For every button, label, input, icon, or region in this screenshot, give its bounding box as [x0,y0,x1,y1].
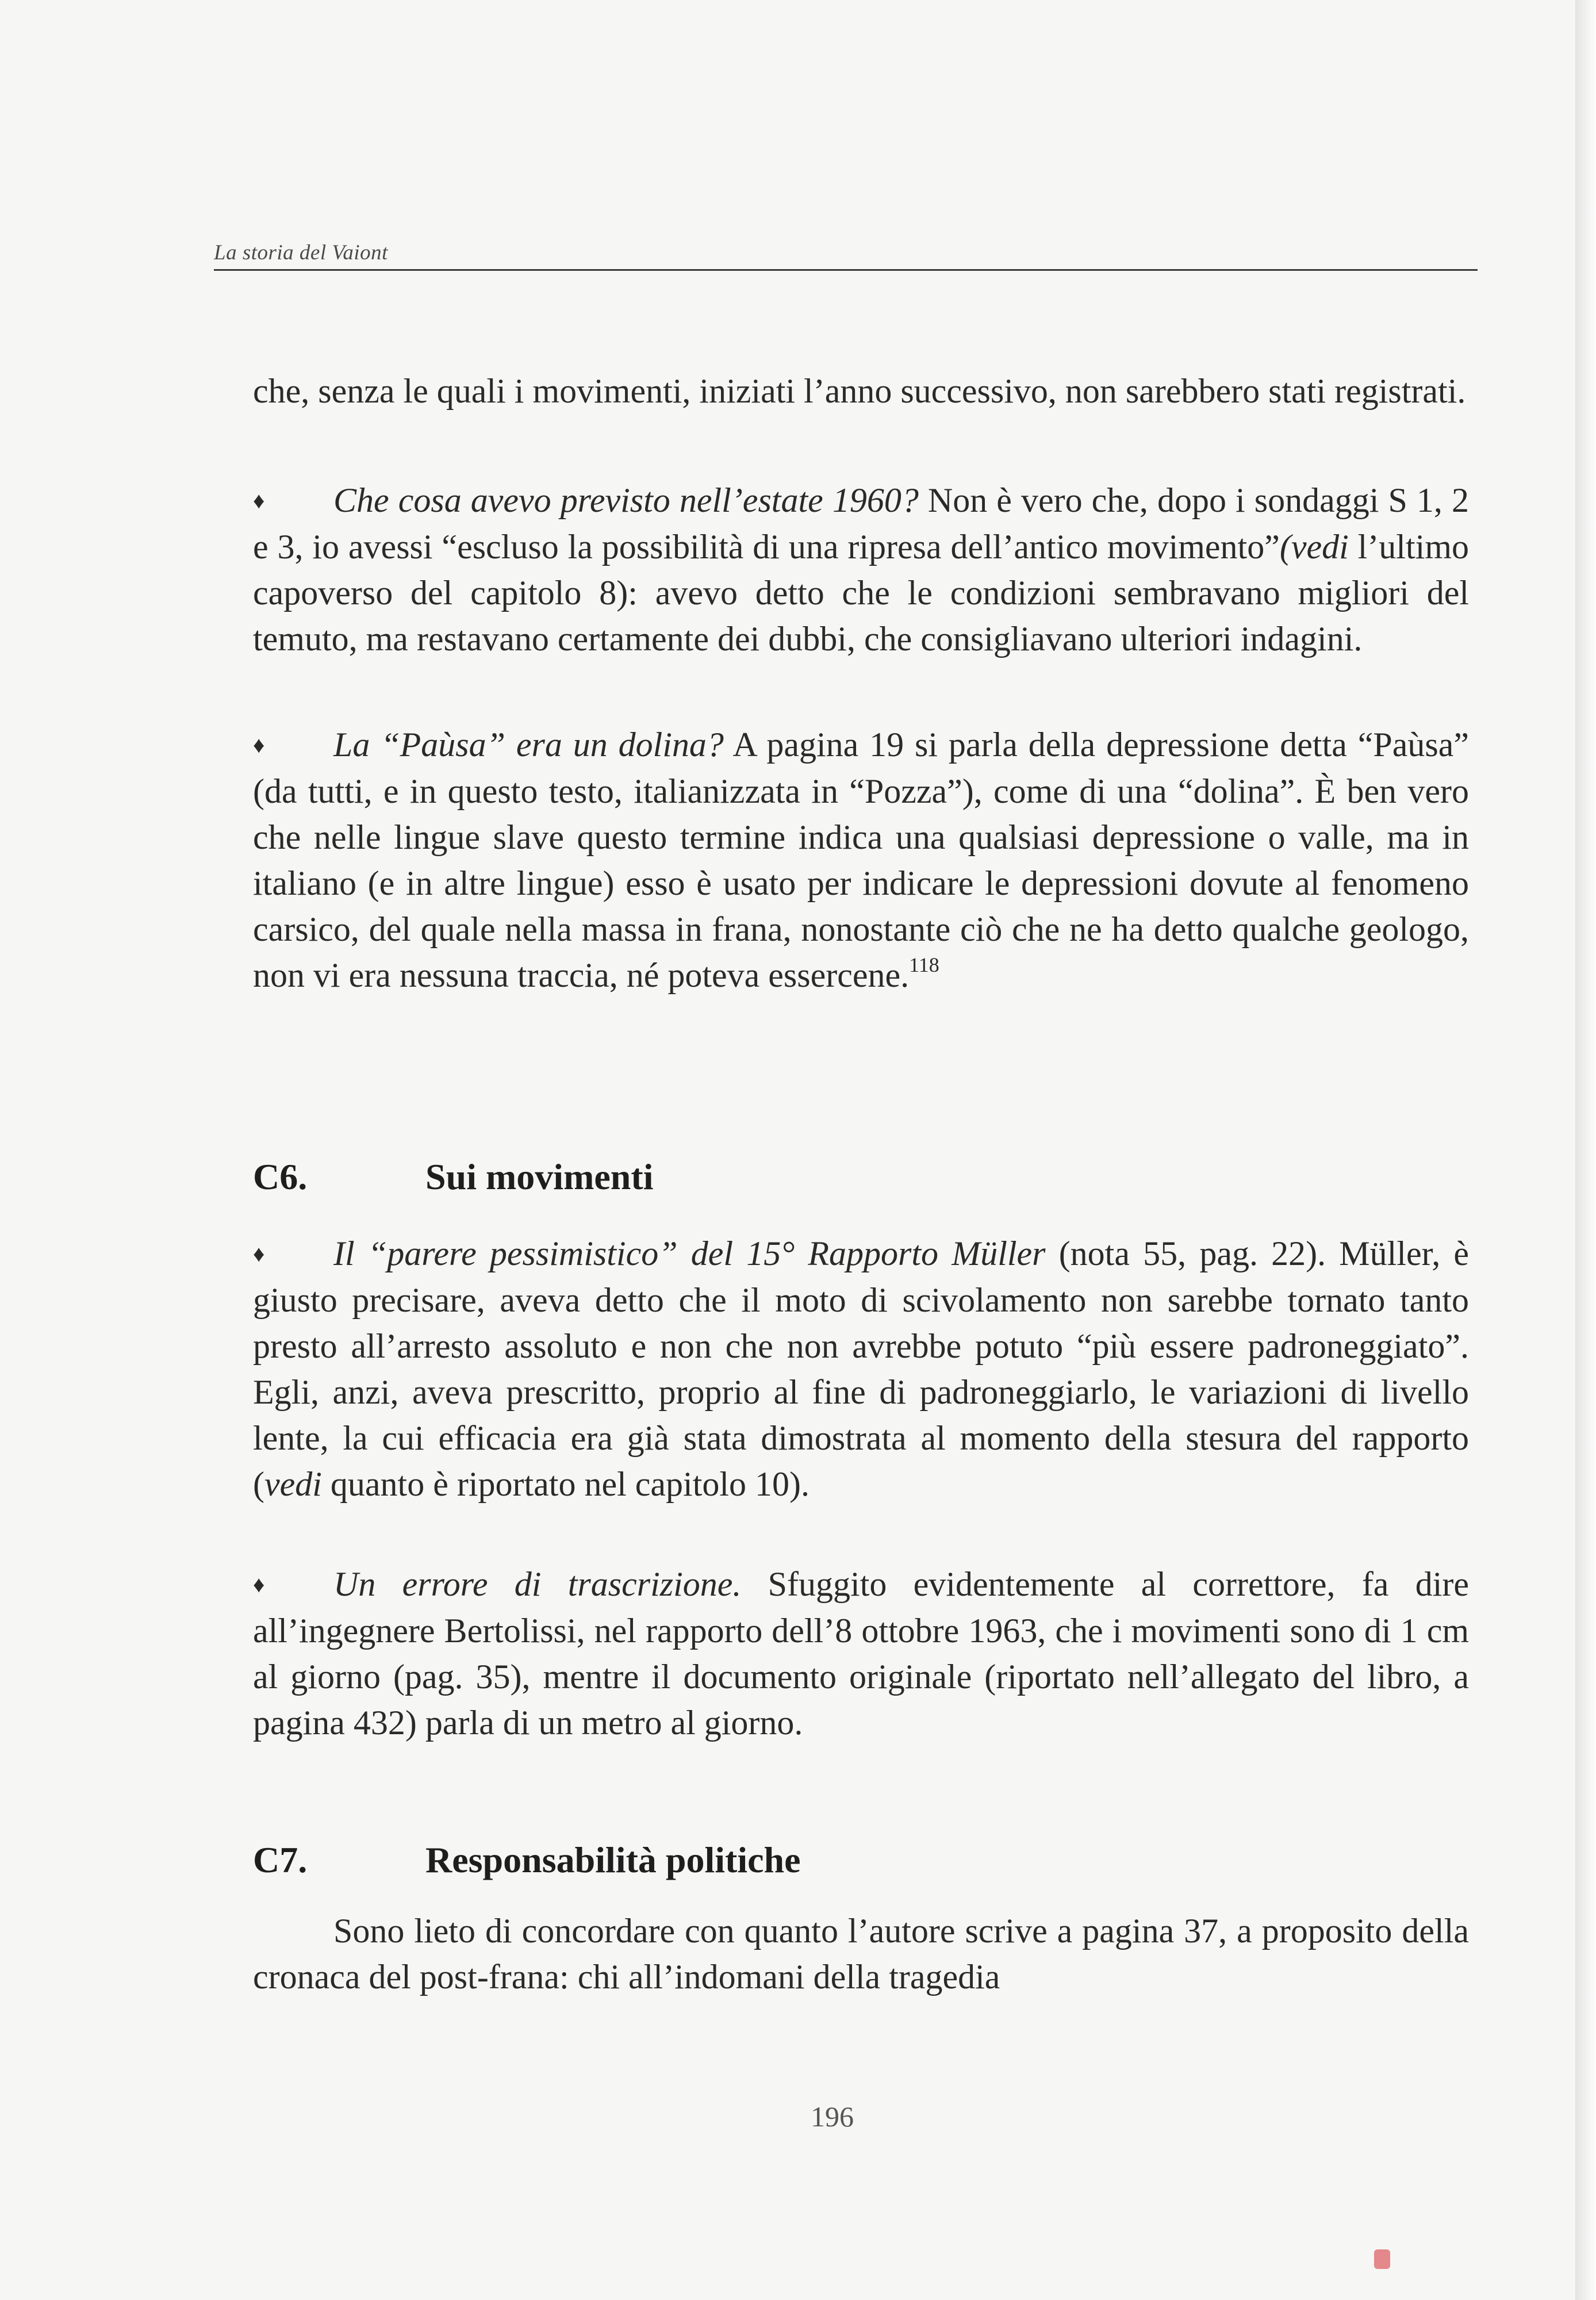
bullet-text: quanto è riportato nel capitolo 10). [321,1465,810,1503]
bullet-title: Un errore di trascrizione. [333,1565,742,1603]
section-title: Sui movimenti [425,1156,654,1197]
bullet-title: La “Paùsa” era un dolina? [333,726,724,764]
section-number: C7. [253,1839,308,1880]
section-number: C6. [253,1156,308,1197]
bullet-text: Non è vero che, dopo i sondaggi S 1, 2 e 3, io avessi “escluso la possibilità di una ripresa dell’antico movimento” [253,481,1469,566]
page-edge [1575,0,1596,2300]
diamond-bullet-icon: ♦ [253,1571,265,1597]
paragraph-text: Sono lieto di concordare con quanto l’autore scrive a pagina 37, a proposito della cronaca del post-frana: chi all’indomani della tragedia [253,1912,1469,1996]
section-c7-paragraph [253,1908,1469,2000]
bullet-text: Sfuggito evidentemente al correttore, fa dire all’ingegnere Bertolissi, nel rapporto dell’8 ottobre 1963, che i movimenti sono di 1 cm al giorno (pag. 35), mentre il documento originale (riportato nell’allegato del libro, a pagina 432) parla di un metro al giorno. [253,1565,1469,1742]
stamp-mark [1374,2249,1390,2269]
footnote-marker: 118 [909,953,939,976]
section-heading-c6 [253,1156,653,1198]
diamond-bullet-icon: ♦ [253,732,265,758]
bullet-emphasis: (vedi [1279,528,1349,566]
intro-paragraph [253,368,1469,414]
section-heading-c7 [253,1839,801,1881]
diamond-bullet-icon: ♦ [253,488,265,513]
intro-text: che, senza le quali i movimenti, iniziati l’anno successivo, non sarebbero stati registrati. [253,372,1466,410]
bullet-entry-transcription [253,1561,1469,1746]
bullet-text: l’ultimo capoverso del capitolo 8): avevo detto che le condizioni sembravano migliori del temuto, ma restavano certamente dei dubbi, che consigliavano ulteriori indagini. [253,528,1469,658]
bullet-title: Il “parere pessimistico” del 15° Rapporto Müller [333,1235,1046,1272]
bullet-entry-muller [253,1230,1469,1507]
bullet-text: A pagina 19 si parla della depressione detta “Paùsa” (da tutti, e in questo testo, italianizzata in “Pozza”), come di una “dolina”. È ben vero che nelle lingue slave questo termine indica una qualsiasi depressione o valle, ma in italiano (e in altre lingue) esso è usato per indicare le depressioni dovute al fenomeno carsico, del quale nella massa in frana, nonostante ciò che ne ha detto qualche geologo, non vi era nessuna traccia, né poteva essercene. [253,726,1469,994]
bullet-emphasis: vedi [264,1465,322,1503]
diamond-bullet-icon: ♦ [253,1241,265,1267]
bullet-text: (nota 55, pag. 22). Müller, è giusto precisare, aveva detto che il moto di scivolamento non sarebbe tornato tanto presto all’arresto assoluto e non che non avrebbe potuto “più essere padroneggiato”. Egli, anzi, aveva prescritto, proprio al fine di padroneggiarlo, le variazioni di livello lente, la cui efficacia era già stata dimostrata al momento della stesura del rapporto ( [253,1235,1470,1503]
section-title: Responsabilità politiche [425,1839,801,1880]
running-header: La storia del Vaiont [214,241,388,264]
header-rule [214,269,1478,271]
bullet-entry-forecast [253,477,1469,662]
bullet-title: Che cosa avevo previsto nell’estate 1960? [333,481,919,519]
page-number: 196 [811,2100,854,2133]
bullet-entry-dolina [253,722,1469,998]
